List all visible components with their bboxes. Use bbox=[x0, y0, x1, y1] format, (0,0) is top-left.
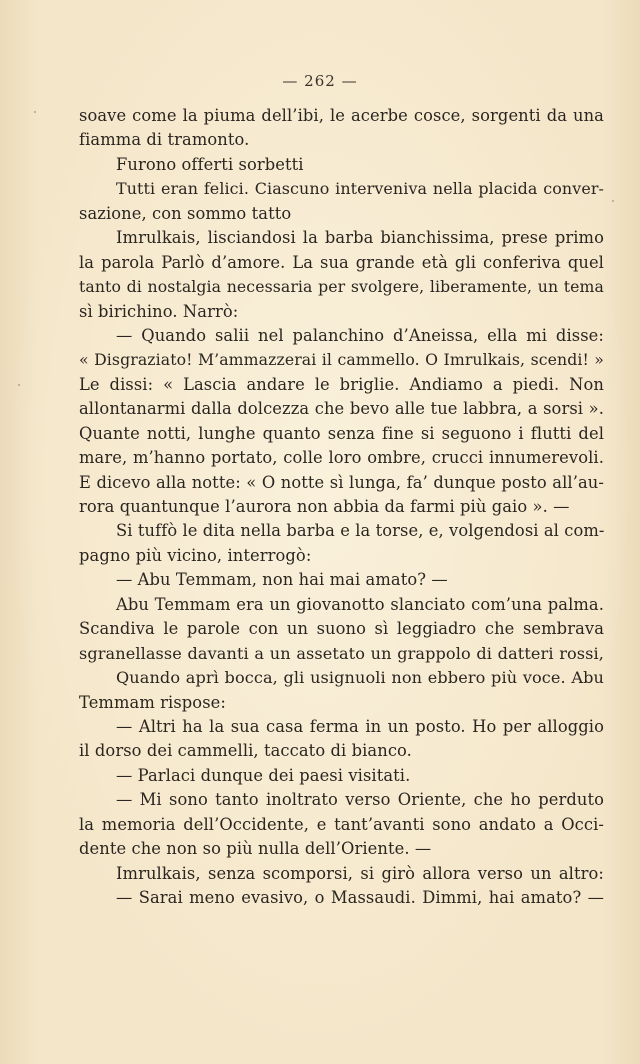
text-line: Scandiva le parole con un suono sì leggiadro che sembrava bbox=[79, 619, 604, 639]
text-line: la parola Parlò d’amore. La sua grande età gli conferiva quel bbox=[79, 252, 604, 272]
text-line: mare, m’hanno portato, colle loro ombre, crucci innumerevoli. bbox=[79, 448, 604, 468]
text-line: tanto di nostalgia necessaria per svolgere, liberamente, un tema bbox=[79, 277, 604, 297]
text-line: Temmam rispose: bbox=[79, 692, 226, 712]
text-line: Le dissi: « Lascia andare le briglie. Andiamo a piedi. Non bbox=[79, 374, 604, 394]
text-line: — Parlaci dunque dei paesi visitati. bbox=[116, 765, 411, 785]
text-line: allontanarmi dalla dolcezza che bevo alle tue labbra, a sorsi ». bbox=[79, 399, 604, 419]
text-line: — Mi sono tanto inoltrato verso Oriente, che ho perduto bbox=[116, 790, 604, 810]
text-line: — Altri ha la sua casa ferma in un posto. Ho per alloggio bbox=[116, 716, 604, 736]
text-line: dente che non so più nulla dell’Oriente. — bbox=[79, 839, 432, 859]
text-line: Imrulkais, lisciandosi la barba bianchissima, prese primo bbox=[116, 228, 604, 248]
text-line: Tutti eran felici. Ciascuno interveniva nella placida conver- bbox=[116, 179, 604, 199]
text-line: sazione, con sommo tatto bbox=[79, 203, 292, 223]
body-text bbox=[79, 104, 604, 910]
text-line: la memoria dell’Occidente, e tant’avanti sono andato a Occi- bbox=[79, 814, 604, 834]
text-line: Quante notti, lunghe quanto senza fine si seguono i flutti del bbox=[79, 423, 604, 443]
paper-speck bbox=[34, 111, 36, 113]
text-line: Si tuffò le dita nella barba e la torse, e, volgendosi al com- bbox=[116, 521, 605, 541]
text-line: E dicevo alla notte: « O notte sì lunga, fa’ dunque posto all’au- bbox=[79, 472, 604, 492]
text-line: rora quantunque l’aurora non abbia da farmi più gaio ». — bbox=[79, 497, 570, 516]
text-line: Imrulkais, senza scomporsi, si girò allora verso un altro: bbox=[116, 863, 604, 883]
text-line: sgranellasse davanti a un assetato un grappolo di datteri rossi, bbox=[79, 643, 604, 663]
text-line: — Quando salii nel palanchino d’Aneissa, ella mi disse: bbox=[116, 325, 604, 345]
text-line: pagno più vicino, interrogò: bbox=[79, 545, 312, 565]
text-line: Furono offerti sorbetti bbox=[116, 154, 304, 174]
text-line: « Disgraziato! M’ammazzerai il cammello. O Imrulkais, scendi! » bbox=[79, 350, 604, 370]
text-line: — Abu Temmam, non hai mai amato? — bbox=[116, 570, 448, 590]
text-line: il dorso dei cammelli, taccato di bianco. bbox=[79, 741, 412, 761]
text-line: Abu Temmam era un giovanotto slanciato com’una palma. bbox=[116, 594, 604, 614]
text-line: Quando aprì bocca, gli usignuoli non ebbero più voce. Abu bbox=[116, 668, 604, 688]
text-line: — Sarai meno evasivo, o Massaudi. Dimmi, hai amato? — bbox=[116, 888, 604, 907]
page-number: — 262 — bbox=[282, 72, 358, 90]
text-line: sì birichino. Narrò: bbox=[79, 301, 239, 321]
text-line: soave come la piuma dell’ibi, le acerbe cosce, sorgenti da una bbox=[79, 106, 604, 125]
paper-speck bbox=[18, 384, 20, 386]
text-line: fiamma di tramonto. bbox=[79, 130, 250, 150]
paper-speck bbox=[612, 200, 614, 202]
